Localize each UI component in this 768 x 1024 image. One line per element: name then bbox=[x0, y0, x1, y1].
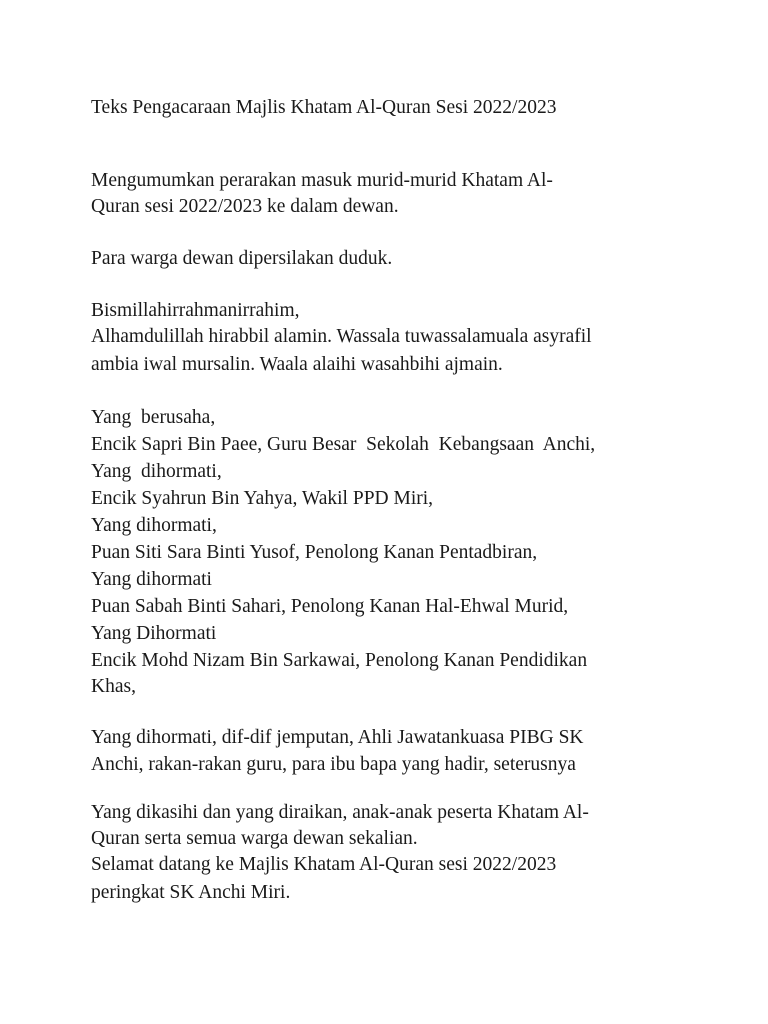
paragraph-line: Quran sesi 2022/2023 ke dalam dewan. bbox=[91, 196, 399, 217]
paragraph-line: Alhamdulillah hirabbil alamin. Wassala tuwassalamuala asyrafil bbox=[91, 326, 592, 347]
paragraph-line: Yang dihormati, bbox=[91, 461, 222, 482]
paragraph-line: Encik Mohd Nizam Bin Sarkawai, Penolong Kanan Pendidikan bbox=[91, 650, 588, 671]
paragraph-line: Encik Sapri Bin Paee, Guru Besar Sekolah Kebangsaan Anchi, bbox=[91, 434, 596, 455]
paragraph-line: Yang dihormati bbox=[91, 569, 212, 590]
paragraph-line: ambia iwal mursalin. Waala alaihi wasahbihi ajmain. bbox=[91, 354, 503, 375]
paragraph-line: Anchi, rakan-rakan guru, para ibu bapa yang hadir, seterusnya bbox=[91, 754, 576, 775]
paragraph-line: Bismillahirrahmanirrahim, bbox=[91, 300, 300, 321]
paragraph-line: Quran serta semua warga dewan sekalian. bbox=[91, 828, 418, 849]
paragraph-line: Encik Syahrun Bin Yahya, Wakil PPD Miri, bbox=[91, 488, 434, 509]
paragraph-line: Selamat datang ke Majlis Khatam Al-Quran sesi 2022/2023 bbox=[91, 854, 557, 875]
paragraph-line: Yang dihormati, bbox=[91, 515, 217, 536]
paragraph-line: Yang berusaha, bbox=[91, 407, 216, 428]
paragraph-line: peringkat SK Anchi Miri. bbox=[91, 882, 291, 903]
paragraph-line: Khas, bbox=[91, 676, 136, 697]
paragraph-line: Puan Siti Sara Binti Yusof, Penolong Kanan Pentadbiran, bbox=[91, 542, 538, 563]
paragraph-line: Mengumumkan perarakan masuk murid-murid Khatam Al- bbox=[91, 170, 553, 191]
paragraph-line: Puan Sabah Binti Sahari, Penolong Kanan Hal-Ehwal Murid, bbox=[91, 596, 569, 617]
paragraph-line: Yang Dihormati bbox=[91, 623, 217, 644]
document-title: Teks Pengacaraan Majlis Khatam Al-Quran Sesi 2022/2023 bbox=[91, 97, 557, 118]
paragraph-line: Yang dikasihi dan yang diraikan, anak-anak peserta Khatam Al- bbox=[91, 802, 589, 823]
paragraph-line: Yang dihormati, dif-dif jemputan, Ahli Jawatankuasa PIBG SK bbox=[91, 727, 584, 748]
paragraph-line: Para warga dewan dipersilakan duduk. bbox=[91, 248, 393, 269]
